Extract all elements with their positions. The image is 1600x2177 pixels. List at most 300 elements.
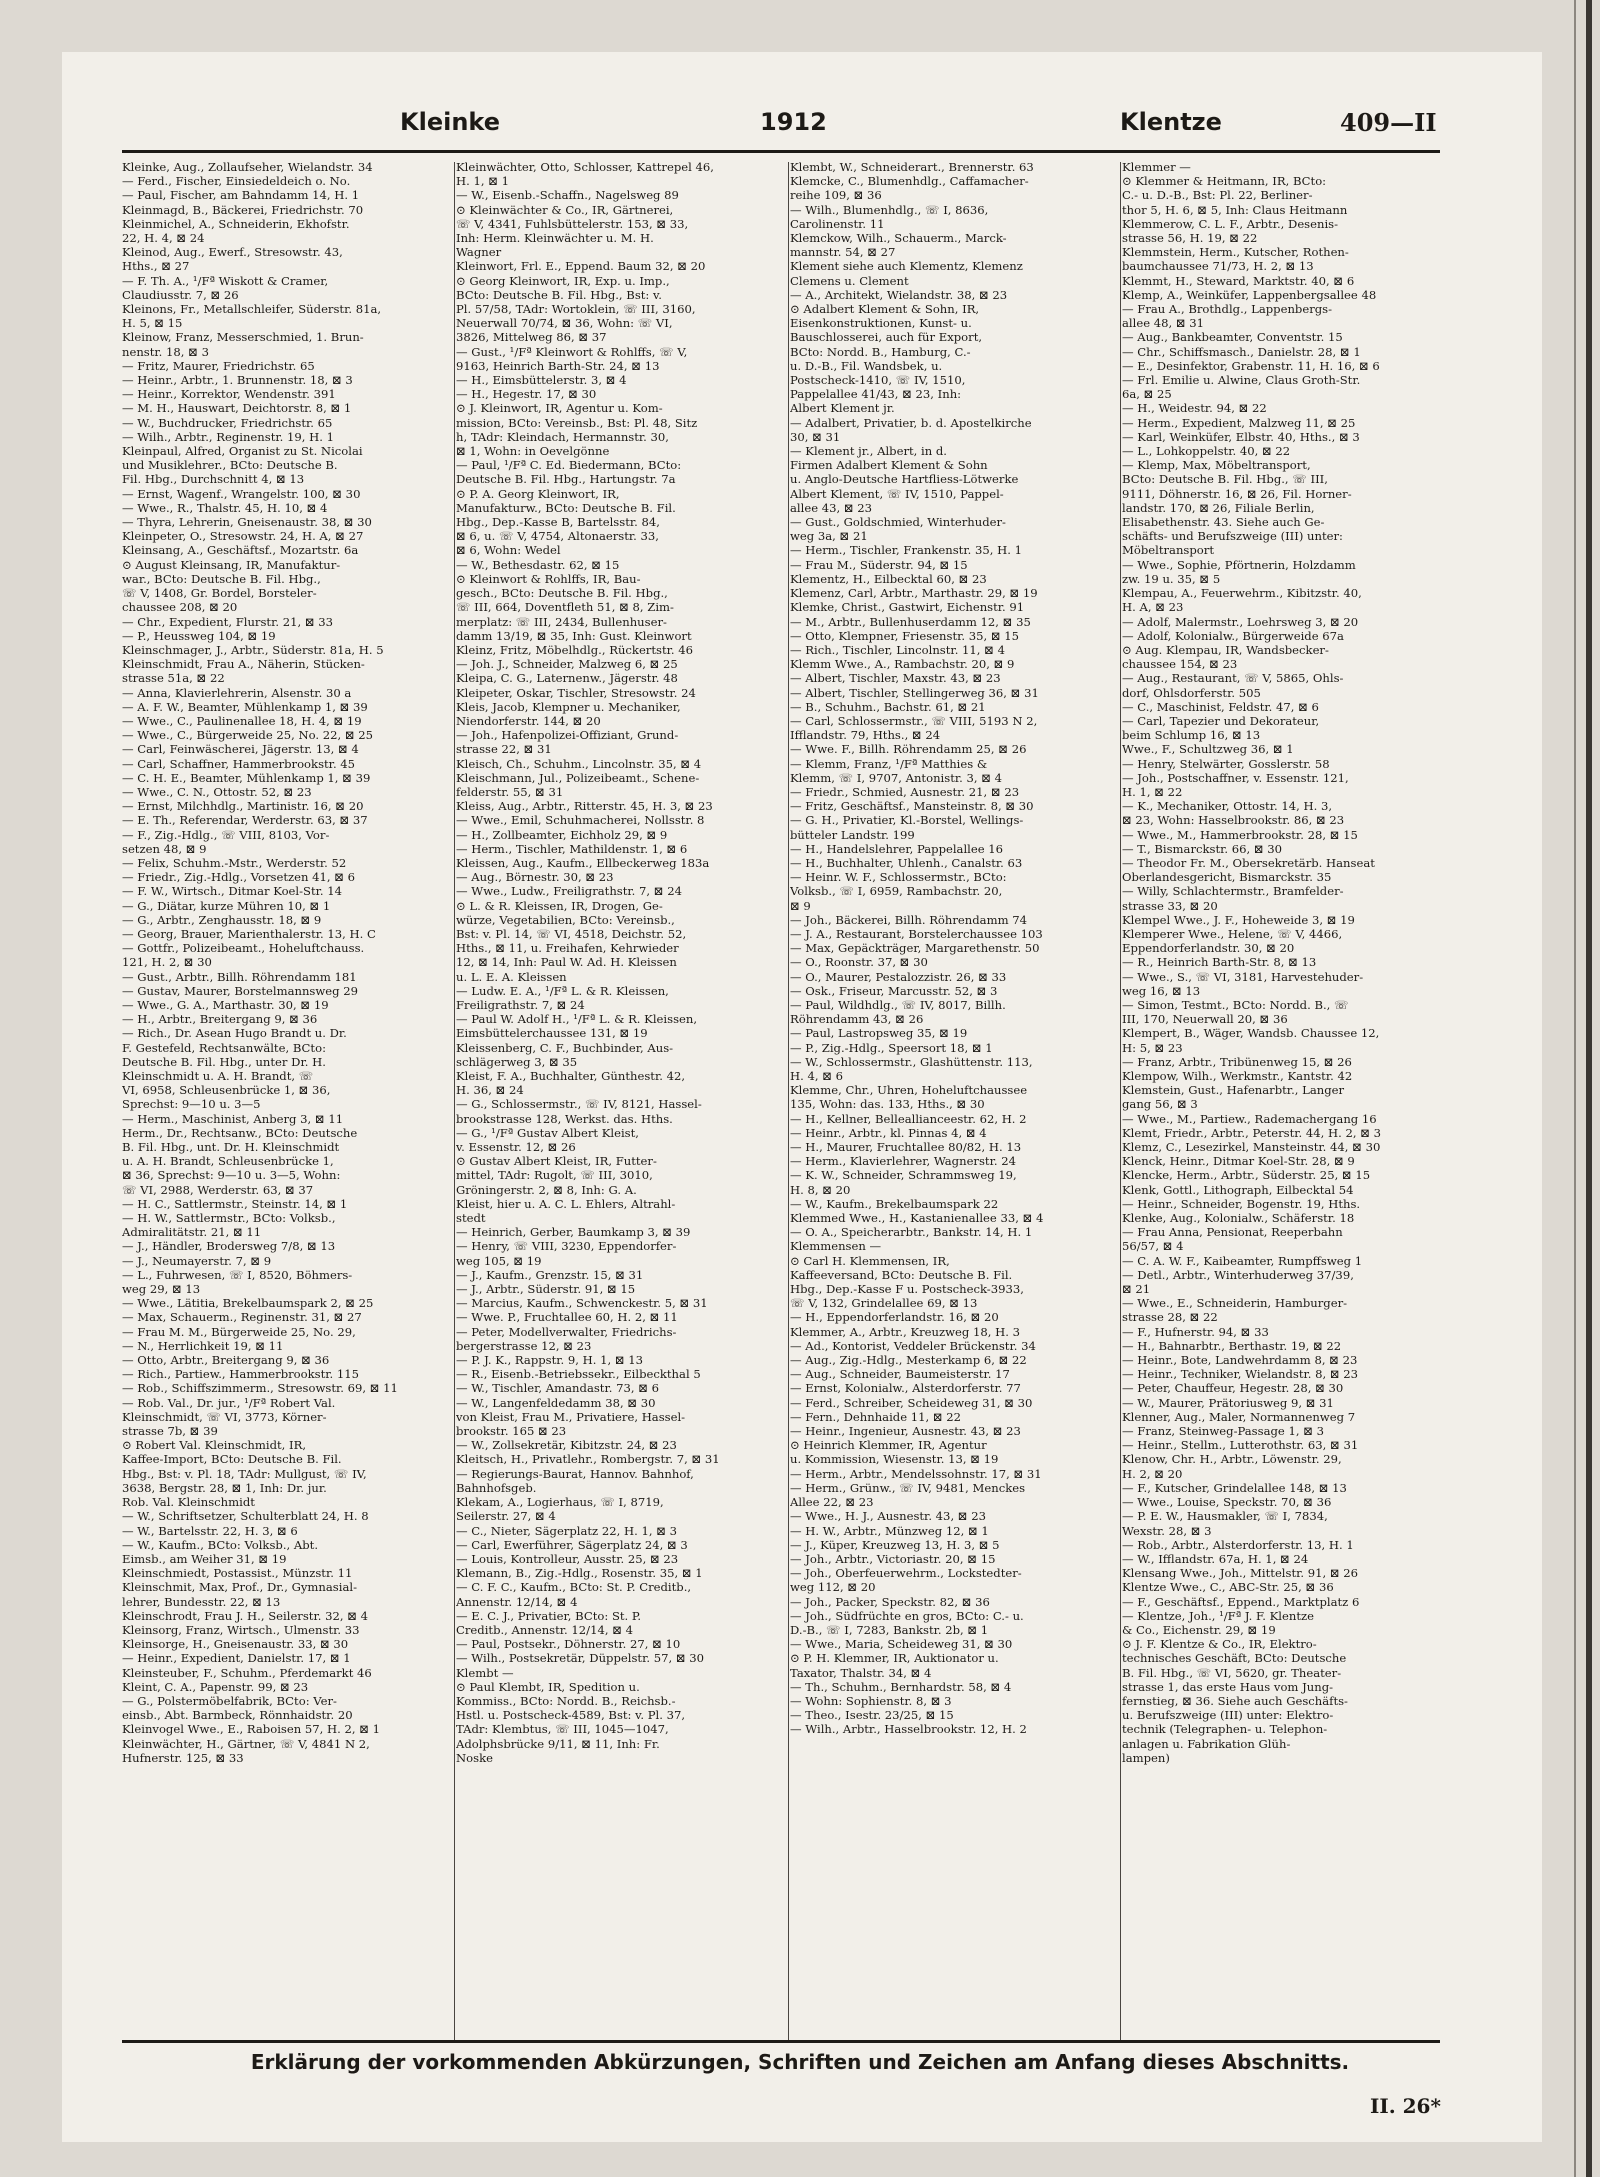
entry-line: Kleinz, Fritz, Möbelhdlg., Rückertstr. 46: [456, 642, 694, 657]
entry-line: — Herm., Klavierlehrer, Wagnerstr. 24: [790, 1154, 1016, 1169]
entry-line: — Felix, Schuhm.-Mstr., Werderstr. 52: [122, 855, 347, 870]
entry-line: Hstl. u. Postscheck-4589, Bst: v. Pl. 37,: [456, 1708, 686, 1723]
entry-line: — Wwe. P., Fruchtallee 60, H. 2, ⊠ 11: [456, 1310, 678, 1325]
entry-line: Hths., ⊠ 27: [122, 259, 190, 274]
entry-line: — M. H., Hauswart, Deichtorstr. 8, ⊠ 1: [122, 401, 352, 416]
entry-line: H. 1, ⊠ 1: [456, 174, 510, 189]
entry-line: — W., Ifflandstr. 67a, H. 1, ⊠ 24: [1122, 1551, 1309, 1566]
entry-line: ⊙ Gustav Albert Kleist, IR, Futter-: [456, 1154, 657, 1169]
entry-line: — Ad., Kontorist, Veddeler Brückenstr. 34: [790, 1338, 1036, 1353]
entry-line: ⊙ Robert Val. Kleinschmidt, IR,: [122, 1438, 307, 1453]
entry-line: ⊙ J. F. Klentze & Co., IR, Elektro-: [1122, 1637, 1317, 1652]
entry-line: — W., Langenfeldedamm 38, ⊠ 30: [456, 1395, 656, 1410]
entry-line: Fil. Hbg., Durchschnitt 4, ⊠ 13: [122, 472, 305, 487]
entry-line: — Frau A., Brothdlg., Lappenbergs-: [1122, 302, 1333, 317]
entry-line: Deutsche B. Fil. Hbg., Hartungstr. 7a: [456, 472, 676, 487]
entry-line: Kleinsang, A., Geschäftsf., Mozartstr. 6a: [122, 543, 359, 558]
entry-line: — P. J. K., Rappstr. 9, H. 1, ⊠ 13: [456, 1353, 644, 1368]
entry-line: stedt: [456, 1211, 486, 1226]
entry-line: Noske: [456, 1750, 493, 1765]
entry-line: Klemperer Wwe., Helene, ☏ V, 4466,: [1122, 926, 1343, 941]
entry-line: — R., Heinrich Barth-Str. 8, ⊠ 13: [1122, 955, 1317, 970]
entry-line: — Wwe., S., ☏ VI, 3181, Harvestehuder-: [1122, 969, 1364, 984]
entry-line: 9111, Döhnerstr. 16, ⊠ 26, Fil. Horner-: [1122, 486, 1352, 501]
entry-line: Klenke, Aug., Kolonialw., Schäferstr. 18: [1122, 1211, 1355, 1226]
entry-line: — Otto, Klempner, Friesenstr. 35, ⊠ 15: [790, 628, 1020, 643]
entry-line: — H., Arbtr., Breitergang 9, ⊠ 36: [122, 1012, 318, 1027]
entry-line: — Rob. Val., Dr. jur., ¹/Fª Robert Val.: [122, 1395, 336, 1410]
entry-line: Möbeltransport: [1122, 543, 1214, 558]
entry-line: — N., Herrlichkeit 19, ⊠ 11: [122, 1338, 284, 1353]
entry-line: ⊙ Kleinwächter & Co., IR, Gärtnerei,: [456, 202, 674, 217]
entry-line: damm 13/19, ⊠ 35, Inh: Gust. Kleinwort: [456, 628, 692, 643]
entry-line: Rob. Val. Kleinschmidt: [122, 1495, 255, 1510]
entry-line: Firmen Adalbert Klement & Sohn: [790, 458, 988, 473]
entry-line: — Paul, Wildhdlg., ☏ IV, 8017, Billh.: [790, 997, 1006, 1012]
entry-line: ⊙ J. Kleinwort, IR, Agentur u. Kom-: [456, 401, 663, 416]
entry-line: BCto: Nordd. B., Hamburg, C.-: [790, 344, 971, 359]
entry-line: 3638, Bergstr. 28, ⊠ 1, Inh: Dr. jur.: [122, 1480, 327, 1495]
entry-line: Kleissenberg, C. F., Buchbinder, Aus-: [456, 1040, 674, 1055]
entry-line: Kleinschmiedt, Postassist., Münzstr. 11: [122, 1566, 353, 1581]
entry-line: lehrer, Bundesstr. 22, ⊠ 13: [122, 1594, 281, 1609]
entry-line: Kleinwächter, H., Gärtner, ☏ V, 4841 N 2,: [122, 1736, 370, 1751]
entry-line: — G., Schlossermstr., ☏ IV, 8121, Hassel-: [456, 1097, 702, 1112]
entry-line: — H., Eppendorferlandstr. 16, ⊠ 20: [790, 1310, 999, 1325]
entry-line: Creditb., Annenstr. 12/14, ⊠ 4: [456, 1622, 633, 1637]
entry-line: allee 43, ⊠ 23: [790, 500, 873, 515]
entry-line: H. 36, ⊠ 24: [456, 1083, 524, 1098]
entry-line: 22, H. 4, ⊠ 24: [122, 231, 205, 246]
entry-line: — Heinr., Ingenieur, Ausnestr. 43, ⊠ 23: [790, 1424, 1021, 1439]
header-page-number: 409—II: [1340, 108, 1437, 137]
entry-line: — Joh., Hafenpolizei-Offiziant, Grund-: [456, 728, 679, 743]
entry-line: VI, 6958, Schleusenbrücke 1, ⊠ 36,: [122, 1083, 331, 1098]
entry-line: Klencke, Herm., Arbtr., Süderstr. 25, ⊠ 15: [1122, 1168, 1371, 1183]
entry-line: Klement siehe auch Klementz, Klemenz: [790, 259, 1023, 274]
entry-line: Kleinschmit, Max, Prof., Dr., Gymnasial-: [122, 1580, 357, 1595]
entry-line: schlägerweg 3, ⊠ 35: [456, 1054, 578, 1069]
entry-line: Klemann, B., Zig.-Hdlg., Rosenstr. 35, ⊠ 1: [456, 1566, 703, 1581]
entry-line: landstr. 170, ⊠ 26, Filiale Berlin,: [1122, 500, 1315, 515]
entry-line: ☏ V, 132, Grindelallee 69, ⊠ 13: [790, 1296, 978, 1311]
entry-line: — W., Eisenb.-Schaffn., Nagelsweg 89: [456, 188, 679, 203]
entry-line: Klempau, A., Feuerwehrm., Kibitzstr. 40,: [1122, 586, 1362, 601]
entry-line: Pl. 57/58, TAdr: Wortoklein, ☏ III, 3160,: [456, 302, 696, 317]
entry-line: — Wohn: Sophienstr. 8, ⊠ 3: [790, 1693, 952, 1708]
entry-line: — Rob., Arbtr., Alsterdorferstr. 13, H. 1: [1122, 1537, 1354, 1552]
entry-line: Klemmt, H., Steward, Marktstr. 40, ⊠ 6: [1122, 273, 1355, 288]
entry-line: — Franz, Steinweg-Passage 1, ⊠ 3: [1122, 1424, 1324, 1439]
entry-line: — Joh., Arbtr., Victoriastr. 20, ⊠ 15: [790, 1551, 996, 1566]
entry-line: strasse 7b, ⊠ 39: [122, 1424, 218, 1439]
entry-line: — Osk., Friseur, Marcusstr. 52, ⊠ 3: [790, 983, 998, 998]
entry-line: H. 5, ⊠ 15: [122, 316, 183, 331]
entry-line: technisches Geschäft, BCto: Deutsche: [1122, 1651, 1347, 1666]
entry-line: Postscheck-1410, ☏ IV, 1510,: [790, 373, 966, 388]
entry-line: — G., Diätar, kurze Mühren 10, ⊠ 1: [122, 898, 331, 913]
entry-line: — Rich., Dr. Asean Hugo Brandt u. Dr.: [122, 1026, 347, 1041]
entry-line: anlagen u. Fabrikation Glüh-: [1122, 1736, 1291, 1751]
entry-line: brookstr. 165 ⊠ 23: [456, 1424, 567, 1439]
entry-line: — Detl., Arbtr., Winterhuderweg 37/39,: [1122, 1267, 1354, 1282]
entry-line: Wagner: [456, 245, 502, 260]
directory-columns: [122, 160, 1440, 2040]
entry-line: — Wwe., Louise, Speckstr. 70, ⊠ 36: [1122, 1495, 1332, 1510]
entry-line: Kleinvogel Wwe., E., Raboisen 57, H. 2, ⊠ 1: [122, 1722, 380, 1737]
entry-line: — Joh., Südfrüchte en gros, BCto: C.- u.: [790, 1608, 1024, 1623]
entry-line: Kleinpaul, Alfred, Organist zu St. Nicolai: [122, 444, 363, 459]
entry-line: C.- u. D.-B., Bst: Pl. 22, Berliner-: [1122, 188, 1313, 203]
entry-line: — H., Kellner, Belleallianceestr. 62, H. 2: [790, 1111, 1027, 1126]
entry-line: — Wilh., Blumenhdlg., ☏ I, 8636,: [790, 202, 989, 217]
entry-line: Albert Klement jr.: [790, 401, 895, 416]
entry-line: Kommiss., BCto: Nordd. B., Reichsb.-: [456, 1693, 676, 1708]
entry-line: — B., Schuhm., Bachstr. 61, ⊠ 21: [790, 699, 986, 714]
entry-line: — Carl, Schaffner, Hammerbrookstr. 45: [122, 756, 356, 771]
entry-line: ⊙ Heinrich Klemmer, IR, Agentur: [790, 1438, 987, 1453]
entry-line: — G., Arbtr., Zenghausstr. 18, ⊠ 9: [122, 912, 322, 927]
entry-line: ⊙ Aug. Klempau, IR, Wandsbecker-: [1122, 642, 1329, 657]
entry-line: — Gust., ¹/Fª Kleinwort & Rohlffs, ☏ V,: [456, 344, 688, 359]
entry-line: von Kleist, Frau M., Privatiere, Hassel-: [456, 1409, 686, 1424]
entry-line: Gröningerstr. 2, ⊠ 8, Inh: G. A.: [456, 1182, 637, 1197]
footer-page-number: II. 26*: [1370, 2094, 1441, 2118]
entry-line: — Marcius, Kaufm., Schwenckestr. 5, ⊠ 31: [456, 1296, 708, 1311]
entry-line: — O., Roonstr. 37, ⊠ 30: [790, 955, 928, 970]
entry-line: & Co., Eichenstr. 29, ⊠ 19: [1122, 1622, 1276, 1637]
entry-line: — Wwe., C. N., Ottostr. 52, ⊠ 23: [122, 784, 312, 799]
entry-line: — Herm., Maschinist, Anberg 3, ⊠ 11: [122, 1111, 344, 1126]
entry-line: u. A. H. Brandt, Schleusenbrücke 1,: [122, 1154, 334, 1169]
entry-line: — K. W., Schneider, Schrammsweg 19,: [790, 1168, 1017, 1183]
entry-line: Kleitsch, H., Privatlehr., Rombergstr. 7, ⊠ 31: [456, 1452, 720, 1467]
entry-line: weg 29, ⊠ 13: [122, 1282, 201, 1297]
entry-line: — W., Bethesdastr. 62, ⊠ 15: [456, 557, 620, 572]
entry-line: — L., Fuhrwesen, ☏ I, 8520, Böhmers-: [122, 1267, 353, 1282]
entry-line: Klempow, Wilh., Werkmstr., Kantstr. 42: [1122, 1069, 1353, 1083]
entry-line: — Herm., Arbtr., Mendelssohnstr. 17, ⊠ 31: [790, 1466, 1042, 1481]
entry-line: 56/57, ⊠ 4: [1122, 1239, 1184, 1254]
entry-line: Kleinons, Fr., Metallschleifer, Süderstr. 81a,: [122, 302, 382, 317]
entry-line: — Karl, Weinküfer, Elbstr. 40, Hths., ⊠ 3: [1122, 429, 1360, 444]
entry-line: ⊠ 6, u. ☏ V, 4754, Altonaerstr. 33,: [456, 529, 659, 544]
entry-line: Kleinsorg, Franz, Wirtsch., Ulmenstr. 33: [122, 1622, 360, 1637]
entry-line: gesch., BCto: Deutsche B. Fil. Hbg.,: [456, 586, 668, 601]
entry-line: Klembt —: [456, 1665, 514, 1680]
entry-line: — T., Bismarckstr. 66, ⊠ 30: [1122, 841, 1283, 856]
entry-line: ⊙ Carl H. Klemmensen, IR,: [790, 1253, 950, 1268]
entry-line: ⊙ P. A. Georg Kleinwort, IR,: [456, 486, 620, 501]
entry-line: — Wwe., C., Paulinenallee 18, H. 4, ⊠ 19: [122, 713, 362, 728]
entry-line: Kleist, F. A., Buchhalter, Günthestr. 42,: [456, 1069, 686, 1083]
entry-line: Adolphsbrücke 9/11, ⊠ 11, Inh: Fr.: [456, 1736, 660, 1751]
entry-line: Manufakturw., BCto: Deutsche B. Fil.: [456, 500, 676, 515]
page-edge: [1586, 0, 1592, 2177]
entry-line: felderstr. 55, ⊠ 31: [456, 784, 564, 799]
entry-line: — A. F. W., Beamter, Mühlenkamp 1, ⊠ 39: [122, 699, 368, 714]
running-header: [120, 108, 1440, 144]
entry-line: — O. A., Speicherarbtr., Bankstr. 14, H. 1: [790, 1225, 1033, 1240]
entry-line: — Wwe., G. A., Marthastr. 30, ⊠ 19: [122, 997, 329, 1012]
entry-line: — Heinr., Stellm., Lutterothstr. 63, ⊠ 31: [1122, 1438, 1359, 1453]
entry-line: H: 5, ⊠ 23: [1122, 1040, 1183, 1055]
entry-line: u. Berufszweige (III) unter: Elektro-: [1122, 1708, 1334, 1723]
entry-line: Klemenz, Carl, Arbtr., Marthastr. 29, ⊠ 19: [790, 586, 1038, 601]
entry-line: Bst: v. Pl. 14, ☏ VI, 4518, Deichstr. 52,: [456, 926, 687, 941]
entry-line: Klempert, B., Wäger, Wandsb. Chaussee 12,: [1122, 1026, 1380, 1041]
entry-line: Klemstein, Gust., Hafenarbtr., Langer: [1122, 1083, 1345, 1098]
entry-line: dorf, Ohlsdorferstr. 505: [1122, 685, 1261, 700]
entry-line: — Wilh., Postsekretär, Düppelstr. 57, ⊠ 30: [456, 1651, 704, 1666]
entry-line: — Albert, Tischler, Maxstr. 43, ⊠ 23: [790, 671, 1001, 686]
entry-line: Kleinschmidt u. A. H. Brandt, ☏: [122, 1069, 314, 1083]
entry-line: ⊙ P. H. Klemmer, IR, Auktionator u.: [790, 1651, 999, 1666]
entry-line: Carolinenstr. 11: [790, 216, 885, 231]
entry-line: — Wwe., Lätitia, Brekelbaumspark 2, ⊠ 25: [122, 1296, 374, 1311]
entry-line: ⊙ August Kleinsang, IR, Manufaktur-: [122, 557, 341, 572]
entry-line: Bahnhofsgeb.: [456, 1480, 537, 1495]
entry-line: ⊠ 23, Wohn: Hasselbrookstr. 86, ⊠ 23: [1122, 813, 1345, 828]
entry-line: weg 3a, ⊠ 21: [790, 529, 868, 544]
entry-line: ⊙ Klemmer & Heitmann, IR, BCto:: [1122, 174, 1327, 189]
entry-line: Annenstr. 12/14, ⊠ 4: [456, 1594, 578, 1609]
entry-line: Klemmer, A., Arbtr., Kreuzweg 18, H. 3: [790, 1324, 1020, 1339]
entry-line: — Frl. Emilie u. Alwine, Claus Groth-Str.: [1122, 373, 1361, 388]
entry-line: Kaffeeversand, BCto: Deutsche B. Fil.: [790, 1267, 1013, 1282]
entry-line: Klemmensen —: [790, 1239, 882, 1254]
entry-line: — G., ¹/Fª Gustav Albert Kleist,: [456, 1125, 639, 1140]
entry-line: Eimsb., am Weiher 31, ⊠ 19: [122, 1551, 287, 1566]
entry-line: — F., Zig.-Hdlg., ☏ VIII, 8103, Vor-: [122, 827, 330, 842]
entry-line: — Wwe. F., Billh. Röhrendamm 25, ⊠ 26: [790, 742, 1027, 757]
entry-line: weg 16, ⊠ 13: [1122, 983, 1201, 998]
entry-line: Klemt, Friedr., Arbtr., Peterstr. 44, H. 2, ⊠ 3: [1122, 1125, 1382, 1140]
entry-line: — Aug., Restaurant, ☏ V, 5865, Ohls-: [1122, 671, 1344, 686]
entry-line: — J., Arbtr., Süderstr. 91, ⊠ 15: [456, 1282, 636, 1297]
entry-line: mission, BCto: Vereinsb., Bst: Pl. 48, Sitz: [456, 415, 698, 430]
entry-line: Kleinwächter, Otto, Schlosser, Kattrepel 46,: [456, 160, 714, 174]
entry-line: — Fritz, Maurer, Friedrichstr. 65: [122, 358, 315, 373]
entry-line: Klenner, Aug., Maler, Normannenweg 7: [1122, 1409, 1356, 1424]
entry-line: — Herm., Tischler, Mathildenstr. 1, ⊠ 6: [456, 841, 688, 856]
entry-line: h, TAdr: Kleindach, Hermannstr. 30,: [456, 429, 669, 444]
entry-line: — Ernst, Wagenf., Wrangelstr. 100, ⊠ 30: [122, 486, 361, 501]
header-year: 1912: [760, 108, 827, 136]
entry-line: — Klentze, Joh., ¹/Fª J. F. Klentze: [1122, 1608, 1314, 1623]
entry-line: Eimsbüttelerchaussee 131, ⊠ 19: [456, 1026, 648, 1041]
entry-line: — W., Bartelsstr. 22, H. 3, ⊠ 6: [122, 1523, 298, 1538]
entry-line: — Th., Schuhm., Bernhardstr. 58, ⊠ 4: [790, 1679, 1012, 1694]
entry-line: Klensang Wwe., Joh., Mittelstr. 91, ⊠ 26: [1122, 1566, 1359, 1581]
entry-line: ⊙ Paul Klembt, IR, Spedition u.: [456, 1679, 640, 1694]
entry-line: Hbg., Dep.-Kasse F u. Postscheck-3933,: [790, 1282, 1024, 1297]
entry-line: schäfts- und Berufszweige (III) unter:: [1122, 529, 1343, 544]
entry-line: — Wwe., Sophie, Pförtnerin, Holzdamm: [1122, 557, 1356, 572]
column-3: [790, 160, 1112, 2040]
entry-line: H. 2, ⊠ 20: [1122, 1466, 1183, 1481]
entry-line: — Herm., Expedient, Malzweg 11, ⊠ 25: [1122, 415, 1356, 430]
entry-line: Klekam, A., Logierhaus, ☏ I, 8719,: [456, 1495, 664, 1510]
entry-line: Kleinsorge, H., Gneisenaustr. 33, ⊠ 30: [122, 1637, 349, 1652]
entry-line: — F., Geschäftsf., Eppend., Marktplatz 6: [1122, 1594, 1360, 1609]
entry-line: Clemens u. Clement: [790, 273, 909, 288]
entry-line: war., BCto: Deutsche B. Fil. Hbg.,: [122, 571, 321, 586]
entry-line: Kleist, hier u. A. C. L. Ehlers, Altrahl-: [456, 1196, 676, 1211]
entry-line: Kleinmichel, A., Schneiderin, Ekhofstr.: [122, 216, 350, 231]
entry-line: würze, Vegetabilien, BCto: Vereinsb.,: [456, 912, 675, 927]
entry-line: — H. W., Arbtr., Münzweg 12, ⊠ 1: [790, 1523, 989, 1538]
entry-line: brookstrasse 128, Werkst. das. Hths.: [456, 1111, 673, 1126]
entry-line: — W., Kaufm., BCto: Volksb., Abt.: [122, 1537, 319, 1552]
entry-line: Bauschlosserei, auch für Export,: [790, 330, 983, 345]
entry-line: u. Kommission, Wiesenstr. 13, ⊠ 19: [790, 1452, 999, 1467]
entry-line: F. Gestefeld, Rechtsanwälte, BCto:: [122, 1040, 326, 1055]
entry-line: Kleinod, Aug., Ewerf., Stresowstr. 43,: [122, 245, 343, 260]
entry-line: — Herm., Tischler, Frankenstr. 35, H. 1: [790, 543, 1022, 558]
entry-line: — C., Maschinist, Feldstr. 47, ⊠ 6: [1122, 699, 1319, 714]
entry-line: — Ferd., Schreiber, Scheideweg 31, ⊠ 30: [790, 1395, 1033, 1410]
entry-line: — Paul, Fischer, am Bahndamm 14, H. 1: [122, 188, 360, 203]
entry-line: — Paul, ¹/Fª C. Ed. Biedermann, BCto:: [456, 458, 682, 473]
entry-line: — Theodor Fr. M., Obersekretärb. Hanseat: [1122, 855, 1375, 870]
entry-line: — Heinr., Korrektor, Wendenstr. 391: [122, 387, 336, 402]
entry-line: Hufnerstr. 125, ⊠ 33: [122, 1750, 244, 1765]
entry-line: Klembt, W., Schneiderart., Brennerstr. 63: [790, 160, 1034, 174]
entry-line: — C. H. E., Beamter, Mühlenkamp 1, ⊠ 39: [122, 770, 371, 785]
entry-line: Volksb., ☏ I, 6959, Rambachstr. 20,: [790, 884, 1003, 899]
entry-line: Niendorferstr. 144, ⊠ 20: [456, 713, 601, 728]
entry-line: v. Essenstr. 12, ⊠ 26: [456, 1140, 576, 1155]
entry-line: strasse 56, H. 19, ⊠ 22: [1122, 231, 1258, 246]
entry-line: Klenck, Heinr., Ditmar Koel-Str. 28, ⊠ 9: [1122, 1154, 1355, 1169]
entry-line: ☏ V, 4341, Fuhlsbüttelerstr. 153, ⊠ 33,: [456, 216, 689, 231]
entry-line: Allee 22, ⊠ 23: [790, 1495, 874, 1510]
entry-line: — H., Handelslehrer, Pappelallee 16: [790, 841, 1004, 856]
entry-line: — Aug., Schneider, Baumeisterstr. 17: [790, 1367, 1010, 1382]
entry-line: ⊠ 1, Wohn: in Oevelgönne: [456, 444, 610, 459]
entry-line: strasse 1, das erste Haus vom Jung-: [1122, 1679, 1334, 1694]
entry-line: Kleint, C. A., Papenstr. 99, ⊠ 23: [122, 1679, 309, 1694]
entry-line: Klenk, Gottl., Lithograph, Eilbecktal 54: [1122, 1182, 1354, 1197]
entry-line: — P., Zig.-Hdlg., Speersort 18, ⊠ 1: [790, 1040, 993, 1055]
entry-line: — M., Arbtr., Bullenhuserdamm 12, ⊠ 35: [790, 614, 1031, 629]
entry-line: Klemm, ☏ I, 9707, Antonistr. 3, ⊠ 4: [790, 770, 1003, 785]
entry-line: — W., Zollsekretär, Kibitzstr. 24, ⊠ 23: [456, 1438, 677, 1453]
entry-line: — J., Neumayerstr. 7, ⊠ 9: [122, 1253, 272, 1268]
entry-line: strasse 33, ⊠ 20: [1122, 898, 1218, 913]
entry-line: Wexstr. 28, ⊠ 3: [1122, 1523, 1212, 1538]
entry-line: TAdr: Klembtus, ☏ III, 1045—1047,: [456, 1722, 669, 1737]
entry-line: Kleischmann, Jul., Polizeibeamt., Schene-: [456, 770, 700, 785]
entry-line: Klementz, H., Eilbecktal 60, ⊠ 23: [790, 571, 987, 586]
entry-line: H. 1, ⊠ 22: [1122, 784, 1183, 799]
entry-line: weg 112, ⊠ 20: [790, 1580, 876, 1595]
entry-line: — L., Lohkoppelstr. 40, ⊠ 22: [1122, 444, 1291, 459]
entry-line: BCto: Deutsche B. Fil. Hbg., ☏ III,: [1122, 472, 1328, 487]
entry-line: Hbg., Bst: v. Pl. 18, TAdr: Mullgust, ☏ IV,: [122, 1466, 367, 1481]
entry-line: — W., Maurer, Prätoriusweg 9, ⊠ 31: [1122, 1395, 1334, 1410]
entry-line: — Chr., Expedient, Flurstr. 21, ⊠ 33: [122, 614, 333, 629]
entry-line: strasse 22, ⊠ 31: [456, 742, 552, 757]
entry-line: baumchaussee 71/73, H. 2, ⊠ 13: [1122, 259, 1314, 274]
entry-line: Ifflandstr. 79, Hths., ⊠ 24: [790, 728, 941, 743]
entry-line: Kleis, Jacob, Klempner u. Mechaniker,: [456, 699, 681, 714]
entry-line: — A., Architekt, Wielandstr. 38, ⊠ 23: [790, 287, 1008, 302]
entry-line: BCto: Deutsche B. Fil. Hbg., Bst: v.: [456, 287, 662, 302]
entry-line: — Regierungs-Baurat, Hannov. Bahnhof,: [456, 1466, 694, 1481]
entry-line: — W., Schlossermstr., Glashüttenstr. 113,: [790, 1054, 1033, 1069]
entry-line: — Wwe., M., Hammerbrookstr. 28, ⊠ 15: [1122, 827, 1358, 842]
entry-line: Klemke, Christ., Gastwirt, Eichenstr. 91: [790, 600, 1025, 615]
entry-line: Kleissen, Aug., Kaufm., Ellbeckerweg 183a: [456, 855, 710, 870]
entry-line: — Wwe., Maria, Scheideweg 31, ⊠ 30: [790, 1637, 1013, 1652]
entry-line: 121, H. 2, ⊠ 30: [122, 955, 212, 970]
entry-line: — J. A., Restaurant, Borstelerchaussee 103: [790, 926, 1043, 941]
entry-line: — E. Th., Referendar, Werderstr. 63, ⊠ 37: [122, 813, 368, 828]
entry-line: — Albert, Tischler, Stellingerweg 36, ⊠ 31: [790, 685, 1039, 700]
entry-line: Oberlandesgericht, Bismarckstr. 35: [1122, 870, 1332, 885]
entry-line: 12, ⊠ 14, Inh: Paul W. Ad. H. Kleissen: [456, 955, 677, 970]
entry-line: — H., Hegestr. 17, ⊠ 30: [456, 387, 597, 402]
entry-line: — Peter, Chauffeur, Hegestr. 28, ⊠ 30: [1122, 1381, 1344, 1396]
entry-line: H. 8, ⊠ 20: [790, 1182, 851, 1197]
entry-line: — Aug., Bankbeamter, Conventstr. 15: [1122, 330, 1343, 345]
entry-line: — Klemp, Max, Möbeltransport,: [1122, 458, 1311, 473]
entry-line: — Otto, Arbtr., Breitergang 9, ⊠ 36: [122, 1353, 330, 1368]
entry-line: — Heinr. W. F., Schlossermstr., BCto:: [790, 870, 1007, 885]
entry-line: lampen): [1122, 1750, 1170, 1765]
entry-line: Klentze Wwe., C., ABC-Str. 25, ⊠ 36: [1122, 1580, 1334, 1595]
entry-line: — Adalbert, Privatier, b. d. Apostelkirche: [790, 415, 1032, 430]
entry-line: D.-B., ☏ I, 7283, Bankstr. 2b, ⊠ 1: [790, 1622, 989, 1637]
entry-line: — Joh., Oberfeuerwehrm., Lockstedter-: [790, 1566, 1022, 1581]
entry-line: — Paul, Lastropsweg 35, ⊠ 19: [790, 1026, 968, 1041]
entry-line: Klemp, A., Weinküfer, Lappenbergsallee 48: [1122, 287, 1377, 302]
entry-line: — Ludw. E. A., ¹/Fª L. & R. Kleissen,: [456, 983, 669, 998]
entry-line: Deutsche B. Fil. Hbg., unter Dr. H.: [122, 1054, 326, 1069]
entry-line: reihe 109, ⊠ 36: [790, 188, 882, 203]
entry-line: — Wwe., H. J., Ausnestr. 43, ⊠ 23: [790, 1509, 986, 1524]
entry-line: — C. A. W. F., Kaibeamter, Rumpffsweg 1: [1122, 1253, 1363, 1268]
entry-line: B. Fil. Hbg., ☏ VI, 5620, gr. Theater-: [1122, 1665, 1342, 1680]
entry-line: chaussee 208, ⊠ 20: [122, 600, 238, 615]
entry-line: Kleisch, Ch., Schuhm., Lincolnstr. 35, ⊠ 4: [456, 756, 702, 771]
entry-line: — C., Nieter, Sägerplatz 22, H. 1, ⊠ 3: [456, 1523, 677, 1538]
entry-line: — Carl, Feinwäscherei, Jägerstr. 13, ⊠ 4: [122, 742, 359, 757]
entry-line: B. Fil. Hbg., unt. Dr. H. Kleinschmidt: [122, 1140, 340, 1155]
entry-line: Kaffee-Import, BCto: Deutsche B. Fil.: [122, 1452, 342, 1467]
entry-line: — Heinr., Arbtr., kl. Pinnas 4, ⊠ 4: [790, 1125, 987, 1140]
entry-line: — F. Th. A., ¹/Fª Wiskott & Cramer,: [122, 273, 329, 288]
entry-line: — F., Hufnerstr. 94, ⊠ 33: [1122, 1324, 1269, 1339]
entry-line: Klemmerow, C. L. F., Arbtr., Desenis-: [1122, 216, 1339, 231]
entry-line: setzen 48, ⊠ 9: [122, 841, 207, 856]
entry-line: — Simon, Testmt., BCto: Nordd. B., ☏: [1122, 997, 1349, 1012]
entry-line: — Georg, Brauer, Marienthalerstr. 13, H. C: [122, 926, 376, 941]
entry-line: — Joh., Packer, Speckstr. 82, ⊠ 36: [790, 1594, 990, 1609]
entry-line: — G. H., Privatier, Kl.-Borstel, Wellings-: [790, 813, 1024, 828]
entry-line: Klemz, C., Lesezirkel, Mansteinstr. 44, ⊠ 30: [1122, 1140, 1381, 1155]
entry-line: Eisenkonstruktionen, Kunst- u.: [790, 316, 972, 331]
entry-line: nenstr. 18, ⊠ 3: [122, 344, 209, 359]
entry-line: strasse 28, ⊠ 22: [1122, 1310, 1218, 1325]
header-left-word: Kleinke: [400, 108, 501, 136]
entry-line: Neuerwall 70/74, ⊠ 36, Wohn: ☏ VI,: [456, 316, 673, 331]
entry-line: — Max, Gepäckträger, Margarethenstr. 50: [790, 941, 1040, 956]
entry-line: — H. W., Sattlermstr., BCto: Volksb.,: [122, 1211, 336, 1226]
entry-line: — Carl, Schlossermstr., ☏ VIII, 5193 N 2,: [790, 713, 1038, 728]
